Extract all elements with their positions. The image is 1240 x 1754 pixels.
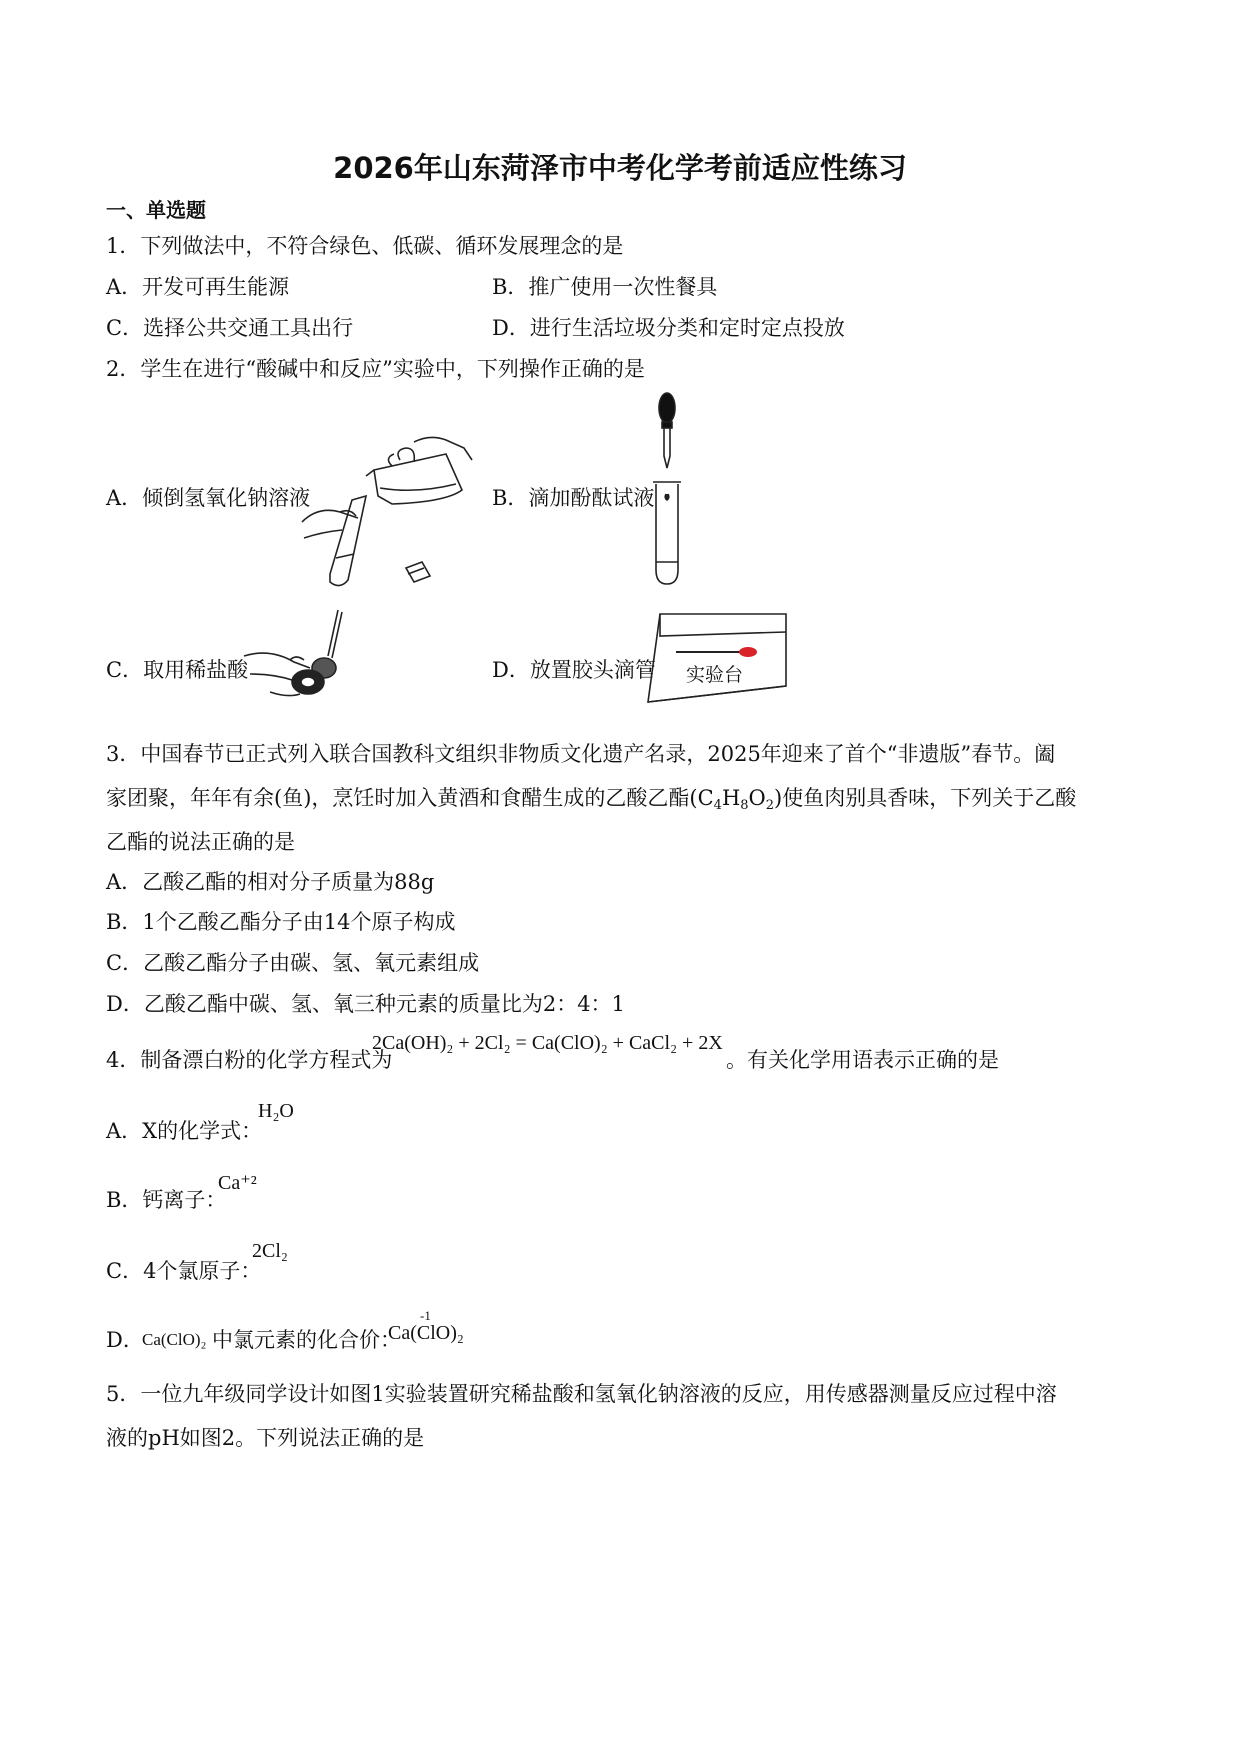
q4-option-a-formula: H₂O bbox=[258, 1100, 294, 1122]
q2-option-d: D．放置胶头滴管 bbox=[492, 658, 656, 682]
q3-option-c: C．乙酸乙酯分子由碳、氢、氧元素组成 bbox=[106, 951, 480, 975]
q4-option-a: A．X的化学式： bbox=[106, 1119, 263, 1143]
q2-stem: 2．学生在进行“酸碱中和反应”实验中，下列操作正确的是 bbox=[106, 357, 645, 381]
q3-line-3: 乙酯的说法正确的是 bbox=[106, 830, 295, 854]
q4-option-b: B．钙离子： bbox=[106, 1188, 227, 1212]
q4-option-d-valence: -1 bbox=[420, 1308, 431, 1323]
dropper-test-tube-illustration bbox=[648, 392, 698, 588]
q4-option-b-formula: Ca⁺² bbox=[218, 1172, 257, 1194]
q3-line-2: 家团聚，年年有余(鱼)，烹饪时加入黄酒和食醋生成的乙酸乙酯$(C_4H_8O_2)$使鱼肉别具香味，下列关于乙酸 bbox=[106, 786, 1077, 813]
page-title: 2026年山东菏泽市中考化学考前适应性练习 bbox=[333, 151, 907, 185]
q4-option-d-compound: Ca(ClO)₂ bbox=[142, 1330, 207, 1349]
q3-option-d: D．乙酸乙酯中碳、氢、氧三种元素的质量比为2：4：1 bbox=[106, 992, 625, 1016]
section-heading: 一、单选题 bbox=[106, 198, 206, 222]
q1-option-d: D．进行生活垃圾分类和定时定点投放 bbox=[492, 316, 845, 340]
q2-option-b: B．滴加酚酞试液 bbox=[492, 486, 655, 510]
q2-option-a: A．倾倒氢氧化钠溶液 bbox=[106, 486, 311, 510]
q2-option-c: C．取用稀盐酸 bbox=[106, 658, 249, 682]
q5-line-1: 5．一位九年级同学设计如图1实验装置研究稀盐酸和氢氧化钠溶液的反应，用传感器测量反应过程中溶 bbox=[106, 1382, 1057, 1406]
q1-option-c: C．选择公共交通工具出行 bbox=[106, 316, 354, 340]
hand-dropper-illustration bbox=[240, 608, 370, 712]
q1-option-a: A．开发可再生能源 bbox=[106, 275, 290, 299]
q4-stem-start: 4．制备漂白粉的化学方程式为 bbox=[106, 1048, 393, 1072]
q1-option-b: B．推广使用一次性餐具 bbox=[492, 275, 718, 299]
q4-option-c-formula: 2Cl₂ bbox=[252, 1240, 288, 1262]
q4-option-d-formula: Ca(ClO)₂ bbox=[388, 1322, 464, 1344]
lab-bench-label: 实验台 bbox=[686, 664, 744, 686]
q4-option-c: C．4个氯原子： bbox=[106, 1259, 262, 1283]
q3-option-a: A．乙酸乙酯的相对分子质量为88g bbox=[106, 870, 435, 894]
q4-equation: 2Ca(OH)₂ + 2Cl₂ = Ca(ClO)₂ + CaCl₂ + 2X bbox=[372, 1032, 723, 1054]
q4-stem-end: 。有关化学用语表示正确的是 bbox=[726, 1048, 999, 1072]
q3-option-b: B．1个乙酸乙酯分子由14个原子构成 bbox=[106, 910, 456, 934]
q4-option-d-text: 中氯元素的化合价： bbox=[212, 1328, 401, 1352]
q3-line-1: 3．中国春节已正式列入联合国教科文组织非物质文化遗产名录，2025年迎来了首个“非遗版”春节。阖 bbox=[106, 742, 1056, 766]
q4-option-d-label: D． bbox=[106, 1328, 144, 1352]
q1-stem: 1．下列做法中，不符合绿色、低碳、循环发展理念的是 bbox=[106, 234, 624, 258]
pouring-solution-illustration bbox=[296, 430, 476, 590]
q5-line-2: 液的pH如图2。下列说法正确的是 bbox=[106, 1426, 425, 1450]
lab-bench-illustration bbox=[646, 610, 792, 706]
